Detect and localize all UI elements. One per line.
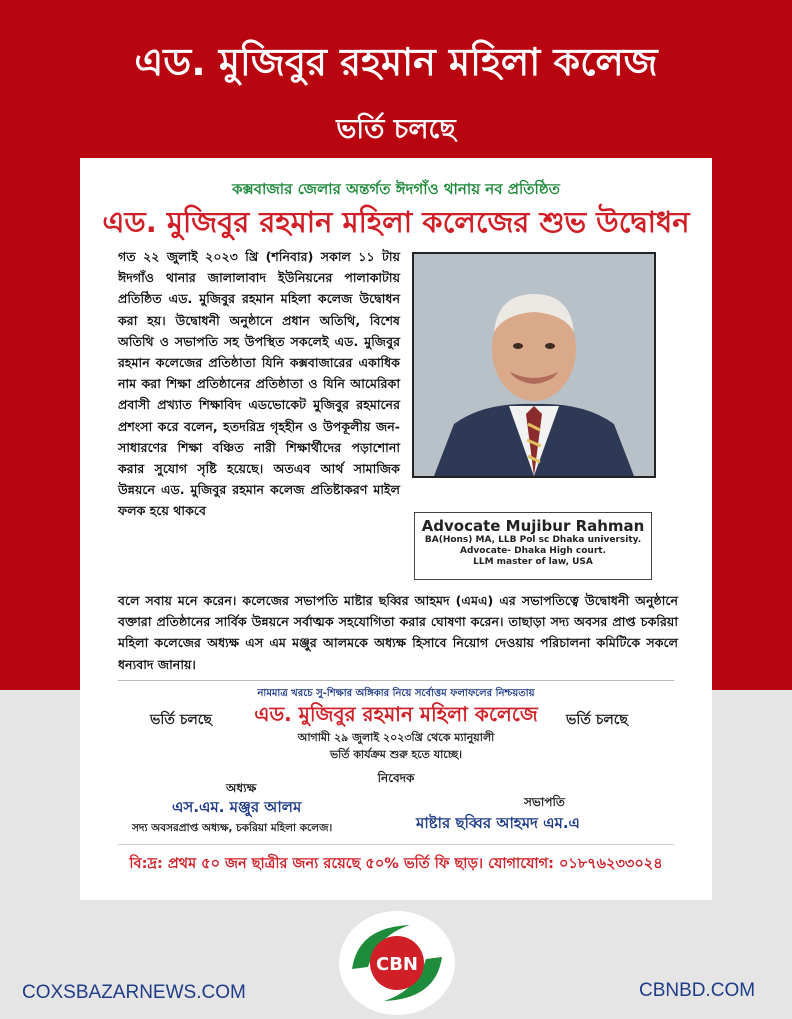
admission-right-label: ভর্তি চলছে: [566, 712, 628, 728]
president-role: সভাপতি: [524, 795, 565, 809]
admission-tagline: নামমাত্র খরচে সু-শিক্ষার অঙ্গিকার নিয়ে সর্বোত্তম ফলাফলের নিশ্চয়তায়: [257, 688, 535, 699]
photo-caption: [414, 512, 652, 580]
president-name: মাষ্টার ছব্বির আহমদ এম.এ: [416, 814, 580, 832]
admission-start-line: ভর্তি কার্যক্রম শুরু হতে যাচ্ছে।: [329, 748, 463, 761]
page-subtitle: ভর্তি চলছে: [336, 114, 456, 145]
admission-left-label: ভর্তি চলছে: [150, 712, 212, 728]
cbn-logo[interactable]: [338, 905, 456, 1015]
caption-name: Advocate Mujibur Rahman: [421, 517, 645, 535]
discount-note: বি:দ্র: প্রথম ৫০ জন ছাত্রীর জন্য রয়েছে ৫০% ভর্তি ফি ছাড়। যোগাযোগ: ০১৮৭৬২৩৩০২৪: [118, 844, 674, 877]
poster-image: [80, 158, 712, 900]
poster-title: এড. মুজিবুর রহমান মহিলা কলেজের শুভ উদ্বোধন: [102, 205, 690, 239]
poster-body-text: গত ২২ জুলাই ২০২৩ খ্রি (শনিবার) সকাল ১১ টায় ঈদগাঁও থানার জালালাবাদ ইউনিয়নের পালাকাটায় প্রতিষ্ঠিত এড. মুজিবুর রহমান মহিলা কলেজ উদ্বোধন করা হয়। উদ্বোধনী অনুষ্ঠানে প্রধান অতিথি, বিশেষ অতিথি ও সভাপতি সহ উপস্থিত সকলেই এড. মুজিবুর রহমান কলেজের প্রতিষ্ঠাতা যিনি কক্সবাজারের একাধিক নাম করা শিক্ষা প্রতিষ্ঠানের প্রতিষ্ঠাতা ও যিনি আমেরিকা প্রবাসী প্রখ্যাত শিক্ষাবিদ এডভোকেট মুজিবুর রহমানের প্রশংসা করে বলেন, হতদরিদ্র গৃহহীন ও উপকূলীয় জন-সাধারণের শিক্ষা বঞ্চিত নারী শিক্ষার্থীদের পড়াশোনা করার সুযোগ সৃষ্টি হয়েছে। অতএব আর্থ সামাজিক উন্নয়নে এড. মুজিবুর রহমান কলেজ প্রতিষ্টাকরণ মাইল ফলক হয়ে থাকবে: [118, 249, 400, 519]
page-title: এড. মুজিবুর রহমান মহিলা কলেজ: [134, 40, 658, 84]
portrait-photo: [412, 252, 656, 478]
cbn-logo-icon: [338, 905, 456, 1015]
poster-top-line: কক্সবাজার জেলার অন্তর্গত ঈদগাঁও থানায় নব প্রতিষ্ঠিত: [232, 180, 560, 198]
logo-text: CBN: [376, 954, 418, 975]
principal-role: অধ্যক্ষ: [226, 781, 257, 795]
admission-title: এড. মুজিবুর রহমান মহিলা কলেজে: [254, 702, 538, 726]
poster-body-text-continued: বলে সবায় মনে করেন। কলেজের সভাপতি মাষ্টার ছব্বির আহমদ (এমএ) এর সভাপতিত্বে উদ্বোধনী অনুষ্ঠানে বক্তারা প্রতিষ্ঠানের সার্বিক উন্নয়নে সর্বাত্মক সহযোগিতা করার ঘোষণা করেন। তাছাড়া সদ্য অবসর প্রাপ্ত চকরিয়া মহিলা কলেজের অধ্যক্ষ এস এম মঞ্জুর আলমকে অধ্যক্ষ হিসাবে নিয়োগ দেওয়ায় পরিচালনা কমিটিকে সকলে ধন্যবাদ জানায়।: [118, 593, 678, 672]
principal-name: এস.এম. মঞ্জুর আলম: [172, 798, 302, 816]
caption-line-3: LLM master of law, USA: [473, 557, 593, 567]
caption-line-1: BA(Hons) MA, LLB Pol sc Dhaka university.: [424, 535, 642, 545]
portrait-illustration: [414, 254, 654, 476]
section-divider: [118, 680, 674, 681]
presenter-label: নিবেদক: [377, 771, 415, 785]
admission-date-line: আগামী ২৯ জুলাই ২০২৩খ্রি থেকে ম্যানুয়ালী: [297, 731, 495, 744]
caption-line-2: Advocate- Dhaka High court.: [460, 546, 606, 556]
footer-right-link[interactable]: CBNBD.COM: [639, 980, 756, 1001]
footer-left-link[interactable]: COXSBAZARNEWS.COM: [22, 982, 246, 1003]
principal-description: সদ্য অবসরপ্রাপ্ত অধ্যক্ষ, চকরিয়া মহিলা কলেজ।: [132, 822, 333, 834]
